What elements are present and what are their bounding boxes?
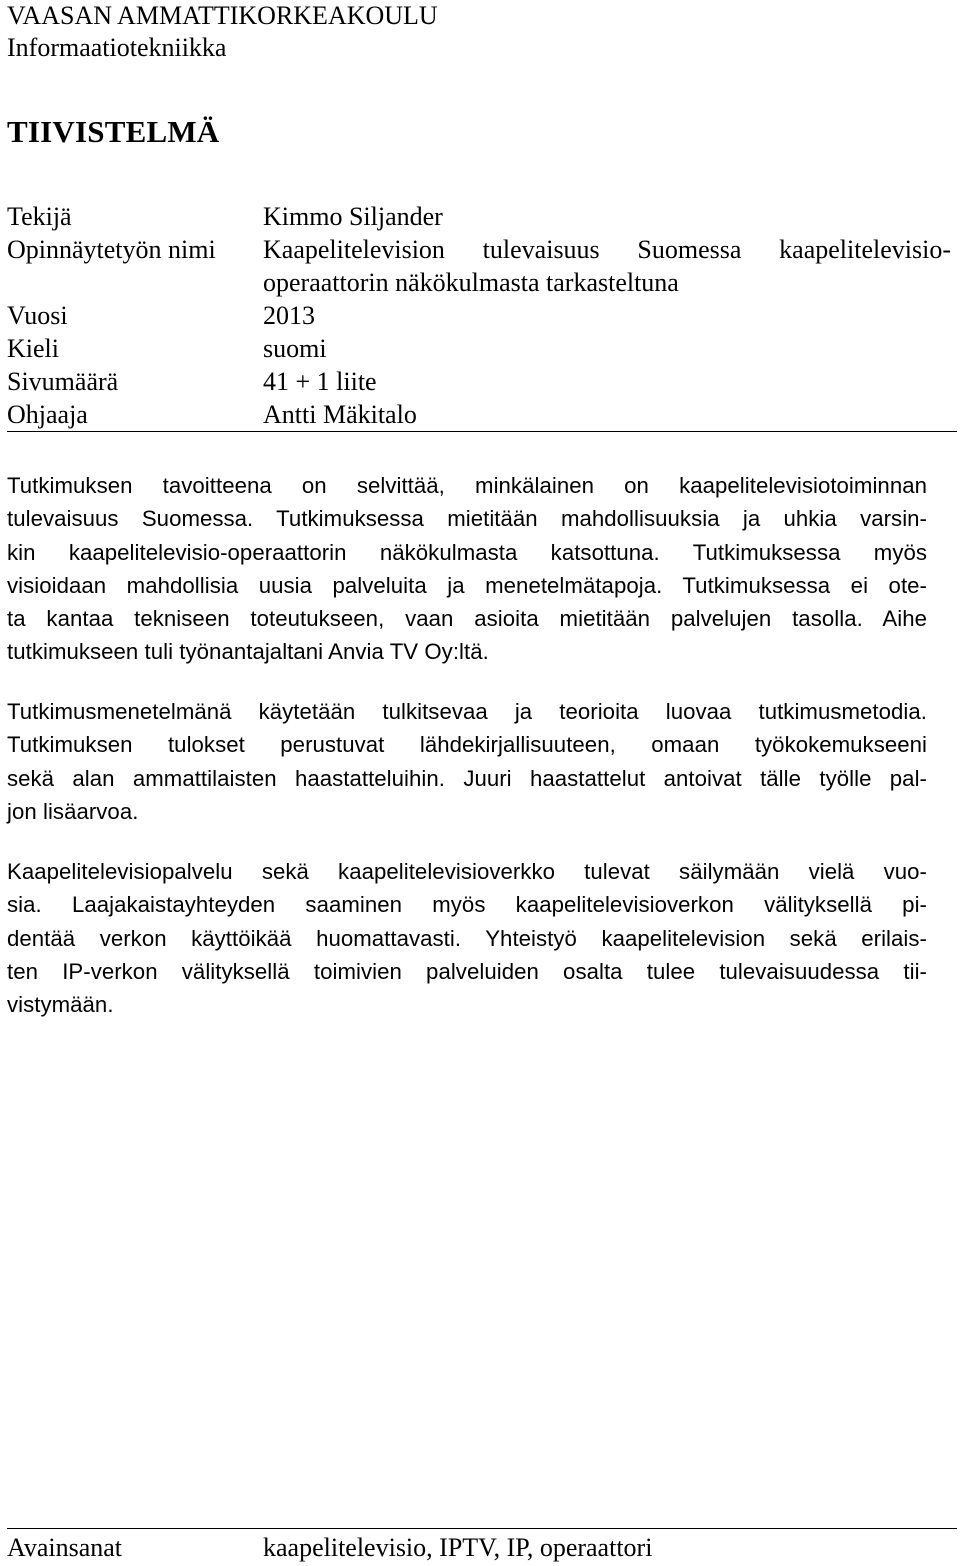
abstract-paragraph-3 xyxy=(7,855,927,1021)
abstract-paragraph-1 xyxy=(7,469,927,669)
abstract-p3-line: sia. Laajakaistayhteyden saaminen myös kaapelitelevisioverkon välityksellä pi- xyxy=(7,892,927,918)
abstract-p2-line: sekä alan ammattilaisten haastatteluihin. Juuri haastattelut antoivat tälle työlle pal- xyxy=(7,765,927,791)
page-count-value: 41 + 1 liite xyxy=(263,367,377,396)
abstract-p3-line: Kaapelitelevisiopalvelu sekä kaapelitelevisioverkko tulevat säilymään vielä vuo- xyxy=(7,859,927,884)
abstract-p1-line: visioidaan mahdollisia uusia palveluita ja menetelmätapoja. Tutkimuksessa ei ote- xyxy=(7,572,927,598)
keywords-divider xyxy=(7,1528,957,1529)
author-label: Tekijä xyxy=(7,202,72,231)
abstract-paragraph-2 xyxy=(7,695,927,828)
keywords-label: Avainsanat xyxy=(7,1533,123,1562)
abstract-p1-line: tutkimukseen tuli työnantajaltani Anvia TV Oy:ltä. xyxy=(7,639,489,665)
abstract-p3-line: vistymään. xyxy=(7,992,114,1018)
abstract-p2-line: jon lisäarvoa. xyxy=(7,798,139,824)
year-value: 2013 xyxy=(263,301,315,330)
abstract-p2-line: Tutkimusmenetelmänä käytetään tulkitsevaa ja teorioita luovaa tutkimusmetodia. xyxy=(7,699,927,724)
abstract-p1-line: kin kaapelitelevisio-operaattorin näkökulmasta katsottuna. Tutkimuksessa myös xyxy=(7,539,927,565)
thesis-title-line2: operaattorin näkökulmasta tarkasteltuna xyxy=(263,268,679,297)
year-label: Vuosi xyxy=(7,301,68,330)
language-value: suomi xyxy=(263,334,327,363)
supervisor-value: Antti Mäkitalo xyxy=(263,400,417,429)
thesis-title-label: Opinnäytetyön nimi xyxy=(7,235,216,264)
abstract-p2-line: Tutkimuksen tulokset perustuvat lähdekirjallisuuteen, omaan työkokemukseeni xyxy=(7,732,927,758)
page-title: TIIVISTELMÄ xyxy=(7,114,220,149)
language-label: Kieli xyxy=(7,334,59,363)
abstract-p3-line: ten IP-verkon välityksellä toimivien palveluiden osalta tulee tulevaisuudessa tii- xyxy=(7,958,927,984)
supervisor-label: Ohjaaja xyxy=(7,400,88,429)
school-name: VAASAN AMMATTIKORKEAKOULU xyxy=(7,1,438,30)
abstract-p3-line: dentää verkon käyttöikää huomattavasti. Yhteistyö kaapelitelevision sekä erilais- xyxy=(7,925,927,951)
thesis-title-line1: Kaapelitelevision tulevaisuus Suomessa kaapelitelevisio- xyxy=(263,235,951,264)
metadata-divider xyxy=(7,431,957,432)
abstract-p1-line: ta kantaa tekniseen toteutukseen, vaan asioita mietitään palvelujen tasolla. Aihe xyxy=(7,606,927,632)
keywords-value: kaapelitelevisio, IPTV, IP, operaattori xyxy=(263,1533,653,1562)
abstract-p1-line: tulevaisuus Suomessa. Tutkimuksessa mietitään mahdollisuuksia ja uhkia varsin- xyxy=(7,506,927,532)
program-name: Informaatiotekniikka xyxy=(7,33,227,62)
page-count-label: Sivumäärä xyxy=(7,367,119,396)
author-value: Kimmo Siljander xyxy=(263,202,443,231)
abstract-p1-line: Tutkimuksen tavoitteena on selvittää, minkälainen on kaapelitelevisiotoiminnan xyxy=(7,473,927,498)
